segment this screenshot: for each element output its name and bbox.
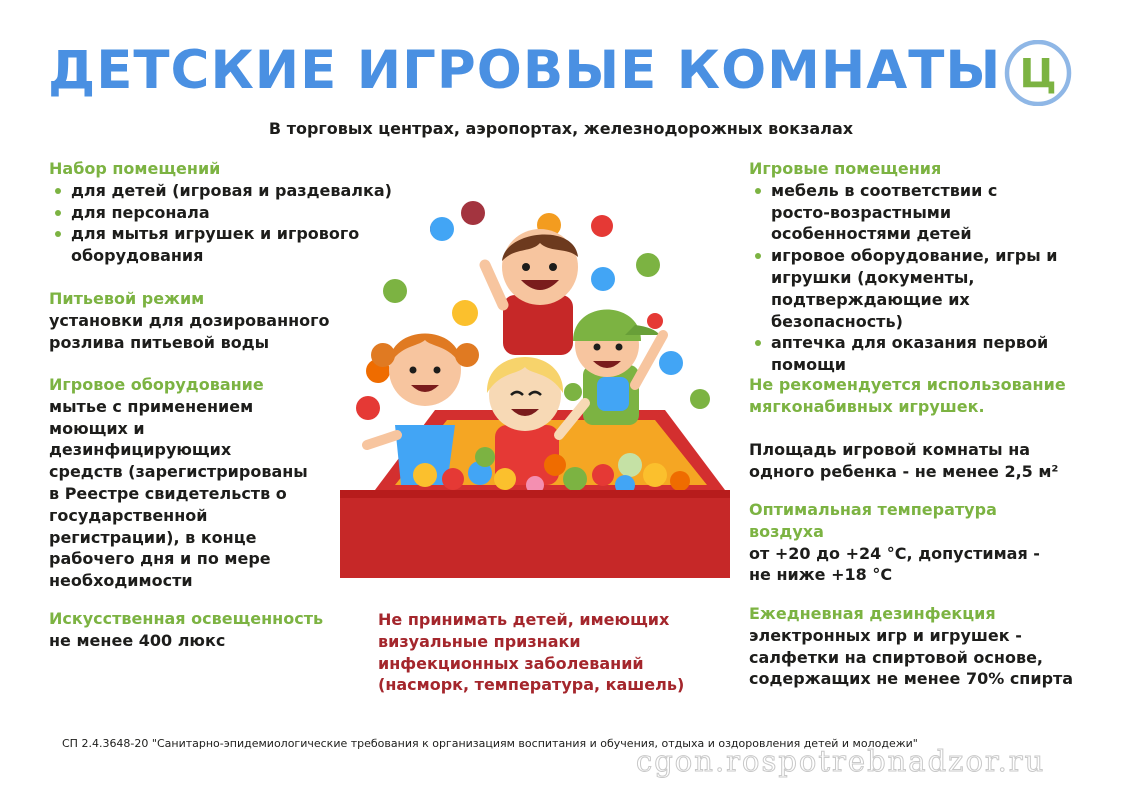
temperature-heading: Оптимальная температура воздуха: [749, 500, 997, 541]
equipment-section: [49, 374, 309, 592]
drinking-text: установки для дозированного розлива питьевой воды: [49, 310, 330, 352]
source-note: СП 2.4.3648-20 "Санитарно-эпидемиологические требования к организациям воспитания и обучения, отдыха и оздоровления детей и молодежи": [62, 737, 918, 750]
subtitle: В торговых центрах, аэропортах, железнодорожных вокзалах: [268, 119, 854, 138]
list-item: мебель в соответствии с росто-возрастными особенностями детей: [749, 180, 1021, 245]
playrooms-list: [749, 180, 1079, 376]
logo: [1003, 40, 1073, 106]
page-title: ДЕТСКИЕ ИГРОВЫЕ КОМНАТЫ: [48, 40, 1002, 101]
list-item: для персонала: [49, 202, 419, 224]
drinking-heading: Питьевой режим: [49, 289, 205, 308]
list-item: аптечка для оказания первой помощи: [749, 332, 1076, 376]
temperature-text: от +20 до +24 °С, допустимая - не ниже +18 °С: [749, 543, 1040, 585]
equipment-heading: Игровое оборудование: [49, 375, 264, 394]
not-recommended-text: Не рекомендуется использование мягконабивных игрушек.: [749, 375, 1066, 416]
list-item: для мытья игрушек и игрового оборудования: [49, 223, 371, 267]
ball-pit-illustration: [335, 195, 735, 580]
logo-letter: Ц: [1019, 51, 1057, 97]
lighting-heading: Искусственная освещенность: [49, 609, 324, 628]
disinfection-section: [749, 603, 1079, 690]
ball-pit-image: [335, 195, 735, 580]
playrooms-section: [749, 158, 1079, 376]
watermark: cgon.rospotrebnadzor.ru: [636, 744, 1046, 778]
list-item: игровое оборудование, игры и игрушки (документы, подтверждающие их безопасность): [749, 245, 1076, 332]
warning-text: Не принимать детей, имеющих визуальные признаки инфекционных заболеваний (насморк, температура, кашель): [378, 610, 685, 695]
temperature-section: [749, 499, 1049, 586]
rooms-heading: Набор помещений: [49, 159, 221, 178]
logo-icon: [1003, 40, 1073, 106]
lighting-section: [49, 608, 369, 652]
drinking-section: [49, 288, 359, 353]
area-text: Площадь игровой комнаты на одного ребенка - не менее 2,5 м²: [749, 440, 1059, 481]
lighting-text: не менее 400 люкс: [49, 630, 226, 650]
playrooms-heading: Игровые помещения: [749, 159, 942, 178]
disinfection-text: электронных игр и игрушек - салфетки на спиртовой основе, содержащих не менее 70% спирта: [749, 625, 1074, 689]
equipment-text: мытье с применением моющих и дезинфицирующих средств (зарегистрированы в Реестре свидетельств о государственной регистрации), в конце рабочего дня и по мере необходимости: [49, 396, 308, 591]
list-item: для детей (игровая и раздевалка): [49, 180, 419, 202]
disinfection-heading: Ежедневная дезинфекция: [749, 604, 996, 623]
